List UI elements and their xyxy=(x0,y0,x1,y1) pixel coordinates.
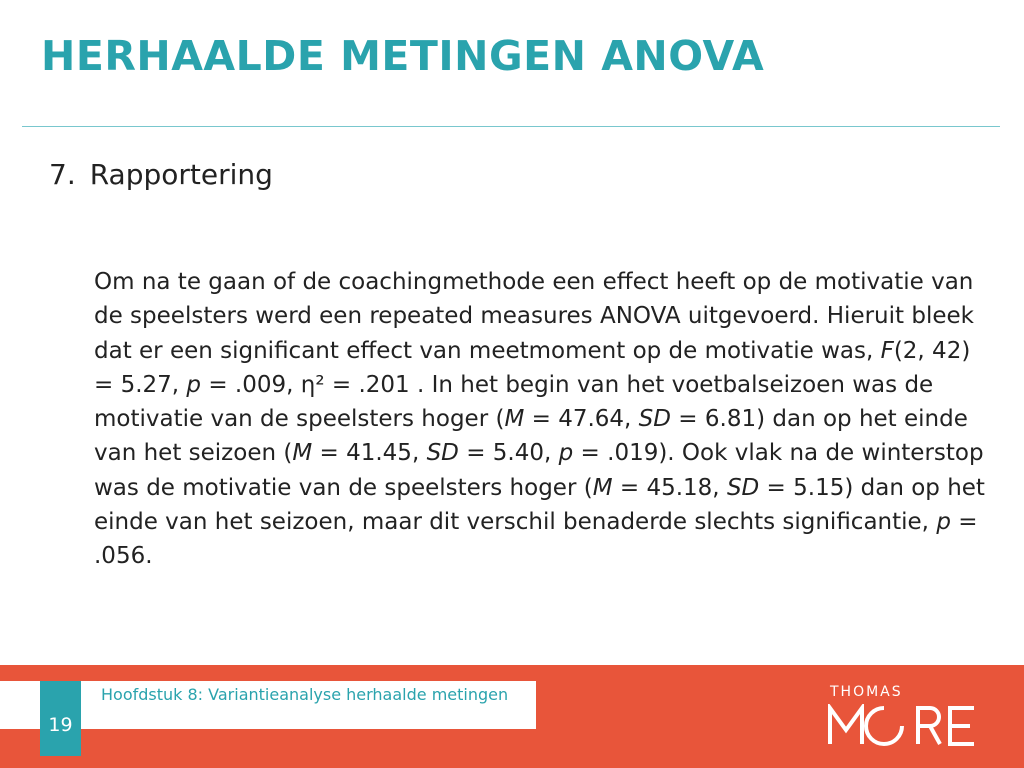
stat-symbol: M xyxy=(292,440,313,467)
paragraph-text: = .009, η² = .201 . In het begin van het voetbalseizoen was de motivatie van de speelsters hoger ( xyxy=(94,371,934,433)
slide-title: HERHAALDE METINGEN ANOVA xyxy=(41,32,765,80)
stat-symbol: M xyxy=(504,406,525,433)
paragraph-text: Om na te gaan of de coachingmethode een effect heeft op de motivatie van de speelsters werd een repeated measures ANOVA uitgevoerd. Hieruit bleek dat er een significant effect van meetmoment op de motivatie was, xyxy=(94,269,974,364)
logo-text-top: THOMAS xyxy=(830,684,903,700)
paragraph-text: = 6.81) dan op het einde van het seizoen ( xyxy=(94,406,968,467)
stat-symbol: F xyxy=(880,337,894,364)
stat-symbol: p xyxy=(186,371,202,398)
page-number: 19 xyxy=(40,681,81,756)
stat-symbol: p xyxy=(558,440,574,467)
paragraph-text: = 5.15) dan op het einde van het seizoen, maar dit verschil benaderde slechts significantie, xyxy=(94,474,985,536)
chapter-caption: Hoofdstuk 8: Variantieanalyse herhaalde metingen xyxy=(101,685,509,704)
stat-symbol: SD xyxy=(726,474,760,501)
paragraph-text: = 41.45, xyxy=(312,440,427,467)
paragraph-text: = 5.40, xyxy=(458,440,559,467)
stat-symbol: p xyxy=(936,509,951,536)
paragraph-text: (2, 42) = 5.27, xyxy=(94,337,971,398)
section-heading xyxy=(49,158,273,192)
logo-wordmark-icon xyxy=(826,704,986,748)
report-paragraph xyxy=(94,265,994,574)
section-title: Rapportering xyxy=(89,158,273,191)
paragraph-text: = 47.64, xyxy=(524,406,639,433)
paragraph-text: = .019). Ook vlak na de winterstop was de motivatie van de speelsters hoger ( xyxy=(94,440,984,501)
thomas-more-logo xyxy=(826,684,986,748)
stat-symbol: M xyxy=(592,474,613,501)
paragraph-text: = .056. xyxy=(94,509,978,570)
paragraph-text: = 45.18, xyxy=(612,474,727,501)
title-divider xyxy=(22,126,1000,127)
stat-symbol: SD xyxy=(638,406,671,433)
section-number: 7. xyxy=(49,158,76,191)
stat-symbol: SD xyxy=(426,440,459,467)
